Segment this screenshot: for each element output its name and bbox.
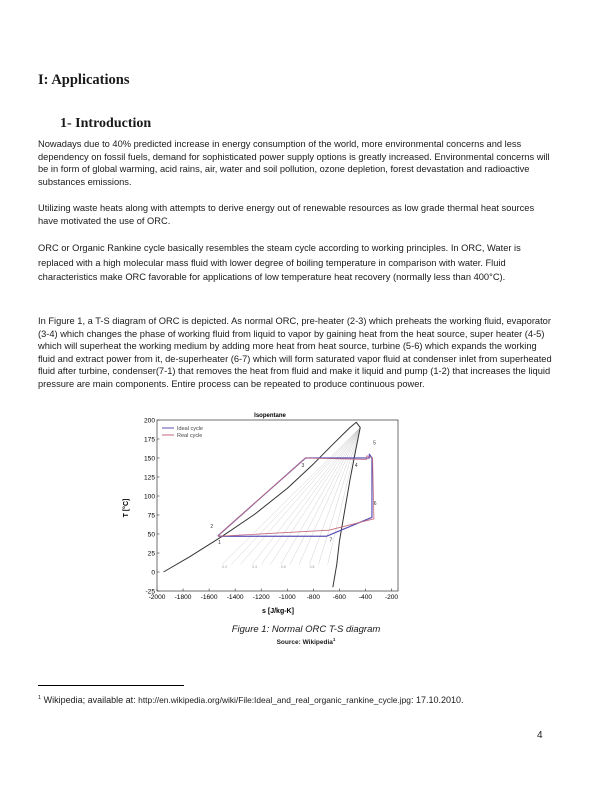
quality-label: 0.8 [309, 565, 315, 570]
y-tick-label: 125 [143, 474, 155, 482]
x-tick-label: -400 [358, 594, 373, 601]
state-point-label: 5 [373, 440, 376, 447]
x-axis-label: s [J/kg-K] [262, 608, 294, 615]
page-number: 4 [537, 730, 543, 741]
y-tick-label: 175 [143, 436, 155, 444]
y-tick-label: 50 [147, 531, 155, 539]
x-tick-label: -1000 [278, 594, 296, 601]
footnote-ref: 1 [38, 695, 42, 701]
section-number: I: [38, 72, 49, 88]
state-point-label: 3 [301, 463, 305, 470]
x-tick-label: -1200 [252, 594, 270, 601]
legend-entry: Ideal cycle [177, 426, 203, 432]
x-tick-label: -1800 [174, 594, 192, 601]
figure-source-ref: 1 [332, 637, 336, 642]
footnote-prefix: Wikipedia; available at: [43, 695, 136, 705]
footnote-separator [38, 685, 184, 686]
y-tick-label: 100 [143, 493, 155, 501]
state-point-label: 6 [373, 501, 377, 508]
chart-title: Isopentane [254, 413, 286, 419]
state-point-label: 4 [354, 463, 358, 470]
paragraph-figure-description: In Figure 1, a T-S diagram of ORC is depicted. As normal ORC, pre-heater (2-3) which preheats the working fluid, evaporator (3-4) which changes the phase of working fluid from liquid to vapor by gaining heat from the heat source, super heater (4-5) which will superheat the working medium by adding more heat from heat source, turbine (5-6) which expands the working fluid and extract power from it, de-superheater (6-7) which will form saturated vapor fluid at condenser inlet from superheated fluid after turbine, condenser(7-1) that removes the heat from fluid and make it liquid and pump (1-2) that increases the liquid pressure are main components. Entire process can be repeated to produce continuous power. [38, 316, 552, 389]
footnote-url[interactable]: http://en.wikipedia.org/wiki/File:Ideal_and_real_organic_rankine_cycle.jpg [138, 695, 411, 705]
state-point-label: 2 [210, 523, 214, 530]
section-heading [38, 72, 129, 89]
state-point-label: 1 [218, 539, 221, 546]
y-tick-label: 25 [147, 550, 155, 558]
footnote-suffix: : 17.10.2010. [410, 695, 464, 705]
x-tick-label: -1600 [200, 594, 218, 601]
paragraph-intro: Nowadays due to 40% predicted increase in energy consumption of the world, more environmental concerns and less dependency on fossil fuels, demand for sophisticated power supply options is greatly increased. Environmental concerns will be in form of global warming, acid rains, air, water and soil pollution, ozone depletion, forest devastation and radioactive substances emissions. [38, 139, 550, 187]
y-tick-label: 150 [143, 455, 155, 463]
y-axis-label: T [°C] [123, 498, 130, 518]
section-title: Applications [51, 72, 130, 88]
quality-label: 0.2 [222, 565, 228, 570]
y-tick-label: 0 [151, 569, 155, 577]
quality-label: 0.4 [252, 565, 258, 570]
state-point-label: 7 [329, 537, 333, 544]
subsection-title: Introduction [75, 116, 152, 131]
figure-source [0, 637, 612, 646]
x-tick-label: -600 [332, 594, 346, 601]
quality-label: 0.6 [280, 565, 286, 570]
x-tick-label: -2000 [148, 594, 166, 601]
footnote [38, 695, 464, 705]
x-tick-label: -200 [384, 594, 399, 601]
subsection-heading [60, 116, 151, 132]
legend-entry: Real cycle [177, 433, 203, 439]
y-tick-label: -25 [145, 588, 155, 596]
paragraph-waste-heat: Utilizing waste heats along with attempts to derive energy out of renewable resources as low grade thermal heat sources have motivated the use of ORC. [38, 203, 535, 226]
x-tick-label: -1400 [226, 594, 244, 601]
y-tick-label: 75 [147, 512, 155, 520]
figure-source-label: Source: Wikipedia [276, 639, 333, 647]
figure-caption: Figure 1: Normal ORC T-S diagram [231, 624, 381, 635]
subsection-number: 1- [60, 116, 72, 131]
paragraph-orc-definition: ORC or Organic Rankine cycle basically resembles the steam cycle according to working principles. In ORC, Water is replaced with a high molecular mass fluid with lower degree of boiling temperature in comparison with water. Fluid characteristics make ORC favorable for applications of low temperature heat recovery (normally less than 400°C). [38, 243, 521, 282]
x-tick-label: -800 [306, 594, 320, 601]
y-tick-label: 200 [143, 417, 155, 425]
ts-diagram-chart [120, 408, 410, 630]
